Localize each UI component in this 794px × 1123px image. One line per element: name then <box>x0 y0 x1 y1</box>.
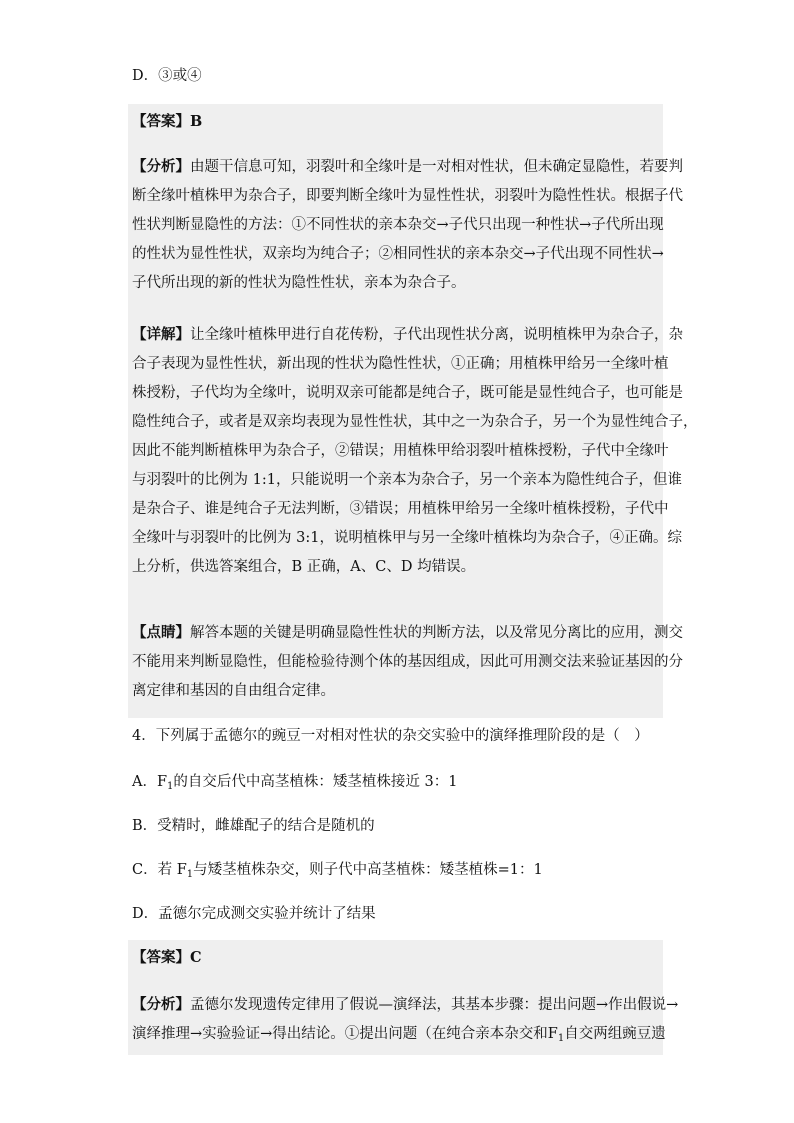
analysis-line: 子代所出现的新的性状为隐性性状，亲本为杂合子。 <box>132 275 466 291</box>
option-c-text: 与矮茎植株杂交，则子代中高茎植株：矮茎植株=1：1 <box>193 862 543 878</box>
q4-analysis <box>132 990 679 1053</box>
detail-line: 让全缘叶植株甲进行自花传粉，子代出现性状分离，说明植株甲为杂合子，杂 <box>190 327 683 343</box>
detail-line: 上分析，供选答案组合，B 正确，A、C、D 均错误。 <box>132 559 476 575</box>
q4-answer: 【答案】C <box>132 949 202 966</box>
analysis-subscript: 1 <box>557 1033 565 1044</box>
detail-line: 隐性纯合子，或者是双亲均表现为显性性状，其中之一为杂合子，另一个为显性纯合子， <box>132 414 698 430</box>
analysis-line: 孟德尔发现遗传定律用了假说—演绎法，其基本步骤：提出问题→作出假说→ <box>190 997 679 1013</box>
option-a-text: 的自交后代中高茎植株：矮茎植株接近 3：1 <box>173 774 458 790</box>
analysis-line: 由题干信息可知，羽裂叶和全缘叶是一对相对性状，但未确定显隐性，若要判 <box>190 159 683 175</box>
detail-line: 与羽裂叶的比例为 1:1，只能说明一个亲本为杂合子，另一个亲本为隐性纯合子，但谁 <box>132 472 682 488</box>
detail-line: 合子表现为显性性状，新出现的性状为隐性性状，①正确；用植株甲给另一全缘叶植 <box>132 356 669 372</box>
comment-label: 【点睛】 <box>132 624 190 641</box>
comment-line: 离定律和基因的自由组合定律。 <box>132 683 335 699</box>
analysis-label: 【分析】 <box>132 158 190 175</box>
detail-line: 全缘叶与羽裂叶的比例为 3:1，说明植株甲与另一全缘叶植株均为杂合子，④正确。综 <box>132 530 682 546</box>
analysis-label: 【分析】 <box>132 996 190 1013</box>
analysis-line: 自交两组豌豆遗 <box>564 1026 666 1042</box>
q3-comment <box>132 618 683 706</box>
detail-label: 【详解】 <box>132 326 190 343</box>
q4-stem: 4．下列属于孟德尔的豌豆一对相对性状的杂交实验中的演绎推理阶段的是（ ） <box>132 728 649 744</box>
comment-line: 不能用来判断显隐性，但能检验待测个体的基因组成，因此可用测交法来验证基因的分 <box>132 654 683 670</box>
analysis-line: 断全缘叶植株甲为杂合子，即要判断全缘叶为显性性状，羽裂叶为隐性性状。根据子代 <box>132 188 683 204</box>
detail-line: 株授粉，子代均为全缘叶，说明双亲可能都是纯合子，既可能是显性纯合子，也可能是 <box>132 385 683 401</box>
q3-detail <box>132 320 698 582</box>
analysis-line: 的性状为显性性状，双亲均为纯合子；②相同性状的亲本杂交→子代出现不同性状→ <box>132 246 664 262</box>
option-c-subscript: 1 <box>186 869 194 880</box>
option-a-prefix: A．F <box>132 774 168 790</box>
q4-option-a <box>132 772 457 797</box>
q4-option-d: D．孟德尔完成测交实验并统计了结果 <box>132 906 376 922</box>
detail-line: 因此不能判断植株甲为杂合子，②错误；用植株甲给羽裂叶植株授粉，子代中全缘叶 <box>132 443 669 459</box>
q4-option-b: B．受精时，雌雄配子的结合是随机的 <box>132 818 375 834</box>
analysis-line: 性状判断显隐性的方法：①不同性状的亲本杂交→子代只出现一种性状→子代所出现 <box>132 217 664 233</box>
comment-line: 解答本题的关键是明确显隐性性状的判断方法，以及常见分离比的应用，测交 <box>190 625 683 641</box>
q3-analysis <box>132 152 683 298</box>
detail-line: 是杂合子、谁是纯合子无法判断，③错误；用植株甲给另一全缘叶植株授粉，子代中 <box>132 501 669 517</box>
analysis-line: 演绎推理→实验验证→得出结论。①提出问题（在纯合亲本杂交和F <box>132 1026 558 1042</box>
q3-option-d: D．③或④ <box>132 68 202 84</box>
option-c-prefix: C．若 F <box>132 862 187 878</box>
q3-answer: 【答案】B <box>132 113 203 130</box>
option-a-subscript: 1 <box>167 781 174 792</box>
q4-option-c <box>132 860 543 885</box>
